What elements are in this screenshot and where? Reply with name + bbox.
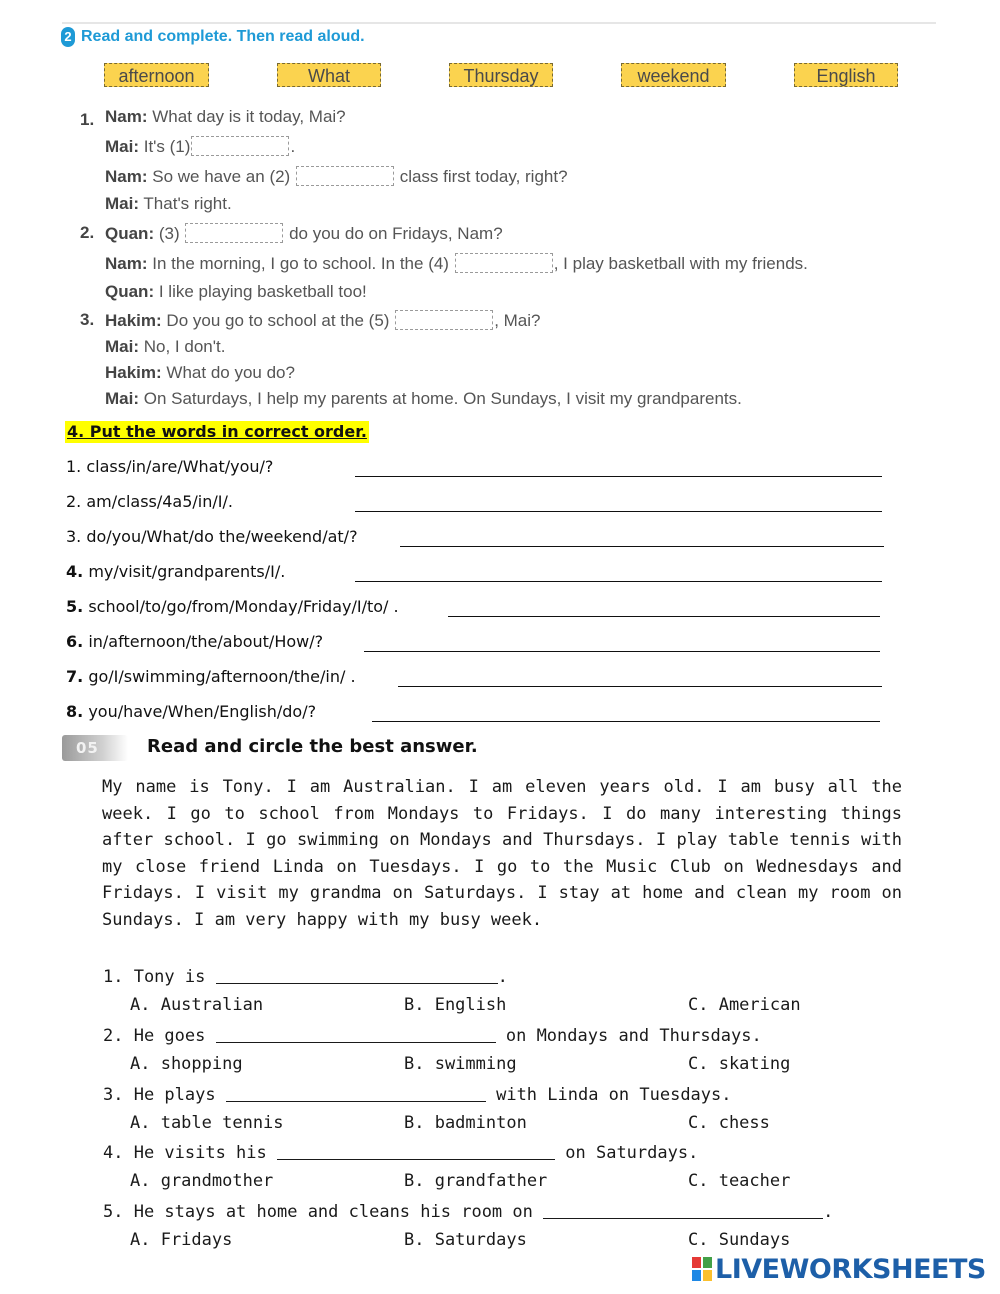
word-bank-weekend[interactable]: weekend — [621, 63, 726, 87]
item-number: 5. — [66, 597, 84, 616]
question-text-after: with Linda on Tuesdays. — [496, 1085, 732, 1105]
question-5-blank[interactable] — [543, 1217, 823, 1219]
line-text-after: . — [290, 137, 296, 156]
item-words: am/class/4a5/in/I/. — [86, 492, 233, 511]
question-3-blank[interactable] — [226, 1100, 486, 1102]
dialogue-1-line-1 — [105, 107, 346, 127]
speaker: Mai: — [105, 194, 139, 213]
line-text: (3) — [158, 224, 180, 243]
question-4-blank[interactable] — [277, 1158, 555, 1160]
item-number: 6. — [66, 632, 84, 651]
question-5-option-a[interactable]: A. Fridays — [130, 1230, 233, 1250]
order-item-5 — [66, 597, 399, 616]
logo-text: LIVEWORKSHEETS — [715, 1254, 986, 1285]
answer-blank-1[interactable] — [191, 136, 289, 156]
question-text-after: on Mondays and Thursdays. — [505, 1026, 762, 1046]
speaker: Hakim: — [105, 363, 162, 382]
reading-passage: My name is Tony. I am Australian. I am eleven years old. I am busy all the week. I go to school from Mondays to Fridays. I do many interesting things after school. I go swimming on Mondays and Thursdays. I play table tennis with my close friend Linda on Tuesdays. I go to the Music Club on Wednesdays and Fridays. I visit my grandma on Saturdays. I stay at home and clean my room on Sundays. I am very happy with my busy week. — [102, 777, 902, 930]
line-text: On Saturdays, I help my parents at home. On Sundays, I visit my grandparents. — [143, 389, 742, 408]
speaker: Mai: — [105, 137, 139, 156]
order-item-8 — [66, 702, 316, 721]
question-text: 4. He visits his — [103, 1143, 267, 1163]
speaker: Nam: — [105, 254, 148, 273]
line-text: I like playing basketball too! — [158, 282, 367, 301]
order-item-4 — [66, 562, 285, 581]
order-item-1 — [66, 457, 273, 476]
question-text-after: . — [497, 967, 508, 987]
word-bank-afternoon[interactable]: afternoon — [104, 63, 209, 87]
question-2-option-b[interactable]: B. swimming — [404, 1054, 517, 1074]
line-text: It's (1) — [143, 137, 191, 156]
answer-line-7[interactable] — [398, 686, 882, 687]
dialogue-3-line-3 — [105, 363, 295, 383]
answer-line-6[interactable] — [364, 651, 880, 652]
question-3-option-a[interactable]: A. table tennis — [130, 1113, 284, 1133]
section-2-number-badge: 2 — [61, 27, 75, 47]
liveworksheets-logo — [692, 1254, 986, 1285]
question-3-option-c[interactable]: C. chess — [688, 1113, 770, 1133]
question-1-option-b[interactable]: B. English — [404, 995, 507, 1015]
item-words: you/have/When/English/do/? — [88, 702, 317, 721]
line-text: What day is it today, Mai? — [152, 107, 346, 126]
answer-blank-4[interactable] — [455, 253, 553, 273]
line-text: In the morning, I go to school. In the (4) — [152, 254, 449, 273]
speaker: Hakim: — [105, 311, 162, 330]
word-bank-what[interactable]: What — [277, 63, 381, 87]
word-bank-thursday[interactable]: Thursday — [449, 63, 553, 87]
line-text-after: do you do on Fridays, Nam? — [289, 224, 503, 243]
order-item-2 — [66, 492, 233, 511]
item-number: 3. — [66, 527, 82, 546]
dialogue-2-line-3 — [105, 282, 367, 302]
line-text-after: , I play basketball with my friends. — [553, 254, 808, 273]
question-4 — [103, 1143, 698, 1163]
dialogue-2-number: 2. — [80, 223, 95, 242]
section-2-title: Read and complete. Then read aloud. — [81, 28, 365, 45]
section-5-number-badge: 05 — [62, 735, 128, 761]
answer-line-3[interactable] — [400, 546, 884, 547]
question-4-option-a[interactable]: A. grandmother — [130, 1171, 274, 1191]
item-number: 1. — [66, 457, 82, 476]
item-number: 4. — [66, 562, 84, 581]
order-item-6 — [66, 632, 323, 651]
line-text: Do you go to school at the (5) — [166, 311, 390, 330]
question-text-after: . — [823, 1202, 834, 1222]
answer-blank-3[interactable] — [185, 223, 283, 243]
answer-line-1[interactable] — [355, 476, 882, 477]
question-5-option-b[interactable]: B. Saturdays — [404, 1230, 527, 1250]
question-2-option-a[interactable]: A. shopping — [130, 1054, 243, 1074]
item-number: 8. — [66, 702, 84, 721]
question-1-blank[interactable] — [216, 982, 498, 984]
speaker: Nam: — [105, 167, 148, 186]
answer-blank-2[interactable] — [296, 166, 394, 186]
item-words: class/in/are/What/you/? — [86, 457, 274, 476]
dialogue-2-line-1 — [105, 223, 503, 244]
section-5-title: Read and circle the best answer. — [147, 736, 478, 757]
item-number: 7. — [66, 667, 84, 686]
top-divider — [62, 22, 936, 24]
question-2-option-c[interactable]: C. skating — [688, 1054, 791, 1074]
speaker: Quan: — [105, 224, 155, 243]
question-text: 2. He goes — [103, 1026, 206, 1046]
item-words: school/to/go/from/Monday/Friday/I/to/ . — [88, 597, 399, 616]
line-text: No, I don't. — [143, 337, 226, 356]
dialogue-1-line-2 — [105, 136, 295, 157]
line-text: What do you do? — [166, 363, 295, 382]
speaker: Quan: — [105, 282, 155, 301]
question-1-option-a[interactable]: A. Australian — [130, 995, 264, 1015]
question-4-option-c[interactable]: C. teacher — [688, 1171, 791, 1191]
order-item-3 — [66, 527, 358, 546]
question-3 — [103, 1085, 732, 1105]
question-1-option-c[interactable]: C. American — [688, 995, 801, 1015]
speaker: Mai: — [105, 337, 139, 356]
item-words: in/afternoon/the/about/How/? — [88, 632, 324, 651]
dialogue-1-number: 1. — [80, 110, 95, 129]
item-words: my/visit/grandparents/I/. — [88, 562, 286, 581]
question-2 — [103, 1026, 762, 1046]
section-4-title: 4. Put the words in correct order. — [67, 422, 367, 441]
question-1 — [103, 967, 508, 987]
dialogue-1-line-3 — [105, 166, 568, 187]
item-words: do/you/What/do the/weekend/at/? — [86, 527, 358, 546]
dialogue-3-line-2 — [105, 337, 225, 357]
question-text: 1. Tony is — [103, 967, 206, 987]
answer-blank-5[interactable] — [395, 310, 493, 330]
question-text: 3. He plays — [103, 1085, 216, 1105]
answer-line-4[interactable] — [355, 581, 882, 582]
question-5 — [103, 1202, 833, 1222]
liveworksheets-logo-icon — [692, 1257, 712, 1281]
question-text-after: on Saturdays. — [565, 1143, 699, 1163]
answer-line-5[interactable] — [448, 616, 880, 617]
speaker: Mai: — [105, 389, 139, 408]
question-text: 5. He stays at home and cleans his room on — [103, 1202, 533, 1222]
dialogue-3-line-4 — [105, 389, 742, 409]
answer-line-8[interactable] — [372, 721, 880, 722]
dialogue-3-line-1 — [105, 310, 540, 331]
question-3-option-b[interactable]: B. badminton — [404, 1113, 527, 1133]
item-number: 2. — [66, 492, 82, 511]
word-bank-english[interactable]: English — [794, 63, 898, 87]
question-2-blank[interactable] — [216, 1041, 496, 1043]
order-item-7 — [66, 667, 356, 686]
speaker: Nam: — [105, 107, 148, 126]
question-5-option-c[interactable]: C. Sundays — [688, 1230, 791, 1250]
line-text: So we have an (2) — [152, 167, 291, 186]
answer-line-2[interactable] — [355, 511, 882, 512]
item-words: go/I/swimming/afternoon/the/in/ . — [88, 667, 356, 686]
question-4-option-b[interactable]: B. grandfather — [404, 1171, 548, 1191]
line-text-after: class first today, right? — [399, 167, 568, 186]
dialogue-1-line-4 — [105, 194, 232, 214]
line-text: That's right. — [143, 194, 232, 213]
dialogue-2-line-2 — [105, 253, 808, 274]
dialogue-3-number: 3. — [80, 310, 95, 329]
line-text-after: , Mai? — [494, 311, 541, 330]
